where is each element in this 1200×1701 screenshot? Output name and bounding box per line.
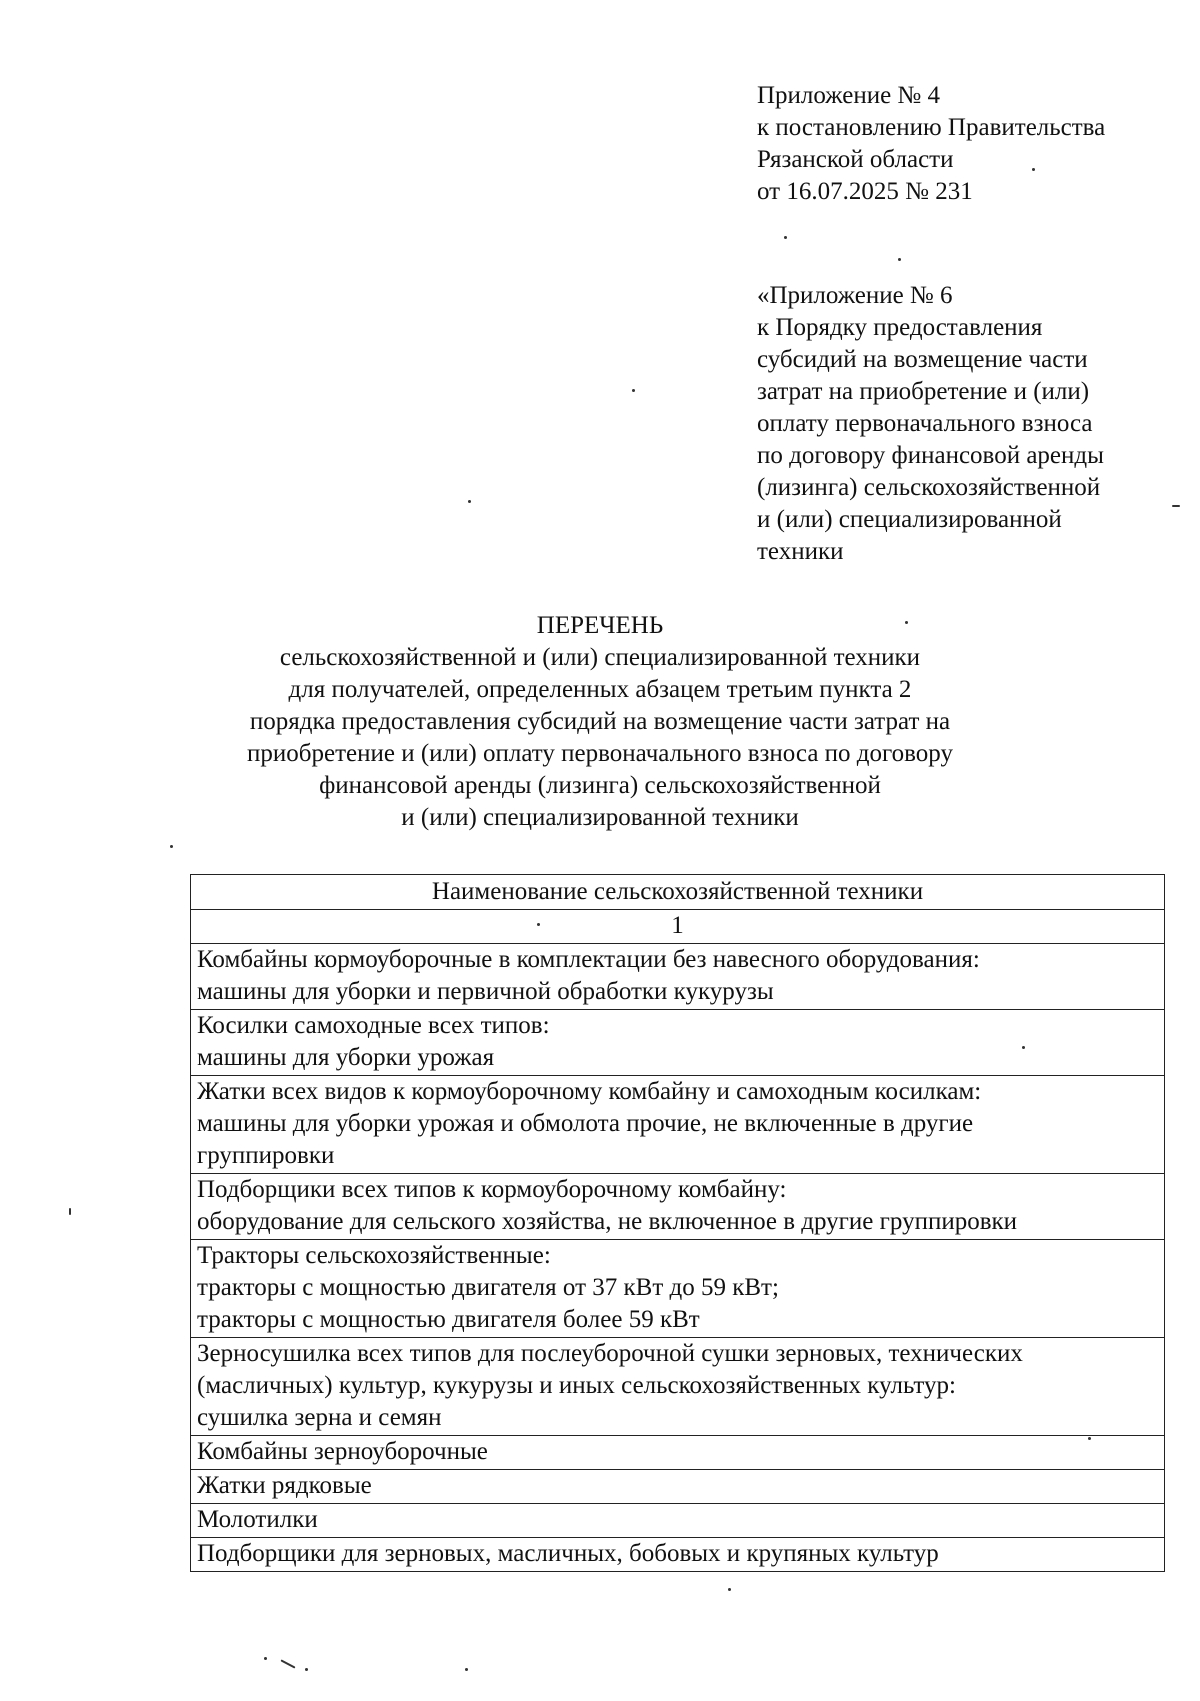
- appendix-header-line: к постановлению Правительства: [757, 114, 1106, 141]
- table-row: [191, 1538, 1165, 1572]
- scan-speck: [537, 923, 540, 926]
- table-cell: [191, 1240, 1165, 1338]
- order-header-line: к Порядку предоставления: [757, 314, 1043, 341]
- order-header-line: (лизинга) сельскохозяйственной: [757, 474, 1101, 501]
- appendix-header: [757, 80, 1105, 208]
- list-subtitle-line: и (или) специализированной техники: [401, 804, 799, 831]
- equipment-table: [190, 874, 1165, 1572]
- list-subtitle-line: приобретение и (или) оплату первоначального взноса по договору: [247, 740, 953, 767]
- column-header: Наименование сельскохозяйственной техники: [191, 875, 1165, 910]
- table-cell: [191, 1076, 1165, 1174]
- cell-line: Тракторы сельскохозяйственные:: [197, 1242, 551, 1269]
- cell-line: Косилки самоходные всех типов:: [197, 1012, 550, 1039]
- order-appendix-header: [757, 280, 1104, 568]
- cell-line: группировки: [197, 1142, 335, 1169]
- appendix-header-line: Приложение № 4: [757, 82, 941, 109]
- scan-speck: [905, 621, 908, 624]
- scan-speck: [728, 1588, 731, 1591]
- scan-speck: [1172, 505, 1180, 507]
- table-cell: [191, 944, 1165, 1010]
- list-title: ПЕРЕЧЕНЬ: [536, 612, 664, 639]
- list-subtitle-line: сельскохозяйственной и (или) специализированной техники: [279, 644, 921, 671]
- cell-line: тракторы с мощностью двигателя более 59 кВт: [197, 1306, 700, 1333]
- scan-speck: [264, 1657, 267, 1660]
- scan-speck: [1022, 1046, 1025, 1049]
- column-number: 1: [191, 910, 1165, 944]
- table-row: [191, 1436, 1165, 1470]
- cell-line: машины для уборки и первичной обработки кукурузы: [197, 978, 774, 1005]
- appendix-header-line: Рязанской области: [757, 146, 954, 173]
- table-cell: [191, 1470, 1165, 1504]
- cell-line: Жатки рядковые: [197, 1472, 372, 1499]
- table-row: [191, 1076, 1165, 1174]
- appendix-header-line: от 16.07.2025 № 231: [757, 178, 973, 205]
- table-cell: [191, 1338, 1165, 1436]
- cell-line: тракторы с мощностью двигателя от 37 кВт до 59 кВт;: [197, 1274, 779, 1301]
- order-header-line: субсидий на возмещение части: [757, 346, 1088, 373]
- cell-line: Комбайны кормоуборочные в комплектации без навесного оборудования:: [197, 946, 980, 973]
- table-cell: [191, 1504, 1165, 1538]
- cell-line: оборудование для сельского хозяйства, не включенное в другие группировки: [197, 1208, 1018, 1235]
- cell-line: Подборщики всех типов к кормоуборочному комбайну:: [197, 1176, 787, 1203]
- cell-line: Молотилки: [197, 1506, 318, 1533]
- scan-speck: [784, 236, 787, 239]
- list-subtitle-line: финансовой аренды (лизинга) сельскохозяйственной: [319, 772, 881, 799]
- list-heading: [160, 610, 1040, 834]
- order-header-line: оплату первоначального взноса: [757, 410, 1093, 437]
- table-row: [191, 1338, 1165, 1436]
- order-header-line: по договору финансовой аренды: [757, 442, 1104, 469]
- table-header-row: [191, 875, 1165, 910]
- table-cell: [191, 1010, 1165, 1076]
- cell-line: (масличных) культур, кукурузы и иных сельскохозяйственных культур:: [197, 1372, 956, 1399]
- scan-speck: [280, 1659, 295, 1668]
- cell-line: Подборщики для зерновых, масличных, бобовых и крупяных культур: [197, 1540, 939, 1567]
- scan-speck: [898, 258, 901, 261]
- table-row: [191, 1470, 1165, 1504]
- scan-speck: [1088, 1437, 1091, 1440]
- table-row: [191, 1174, 1165, 1240]
- scan-speck: [305, 1668, 308, 1671]
- scan-speck: [465, 1668, 468, 1671]
- list-subtitle-line: для получателей, определенных абзацем третьим пункта 2: [288, 676, 912, 703]
- scan-speck: [468, 500, 471, 503]
- cell-line: Зерносушилка всех типов для послеуборочной сушки зерновых, технических: [197, 1340, 1023, 1367]
- column-number-row: [191, 910, 1165, 944]
- scan-speck: [632, 389, 635, 392]
- table-cell: [191, 1174, 1165, 1240]
- cell-line: сушилка зерна и семян: [197, 1404, 442, 1431]
- scan-speck: [69, 1208, 71, 1215]
- scan-speck: [170, 845, 173, 848]
- order-header-line: техники: [757, 538, 844, 565]
- scan-speck: [1032, 168, 1035, 171]
- cell-line: Жатки всех видов к кормоуборочному комбайну и самоходным косилкам:: [197, 1078, 982, 1105]
- order-header-line: «Приложение № 6: [757, 282, 953, 309]
- table-row: [191, 944, 1165, 1010]
- table-cell: [191, 1538, 1165, 1572]
- table-cell: [191, 1436, 1165, 1470]
- order-header-line: и (или) специализированной: [757, 506, 1062, 533]
- order-header-line: затрат на приобретение и (или): [757, 378, 1090, 405]
- table-row: [191, 1240, 1165, 1338]
- cell-line: машины для уборки урожая: [197, 1044, 495, 1071]
- cell-line: машины для уборки урожая и обмолота прочие, не включенные в другие: [197, 1110, 974, 1137]
- table-row: [191, 1504, 1165, 1538]
- table-row: [191, 1010, 1165, 1076]
- cell-line: Комбайны зерноуборочные: [197, 1438, 488, 1465]
- list-subtitle-line: порядка предоставления субсидий на возмещение части затрат на: [249, 708, 951, 735]
